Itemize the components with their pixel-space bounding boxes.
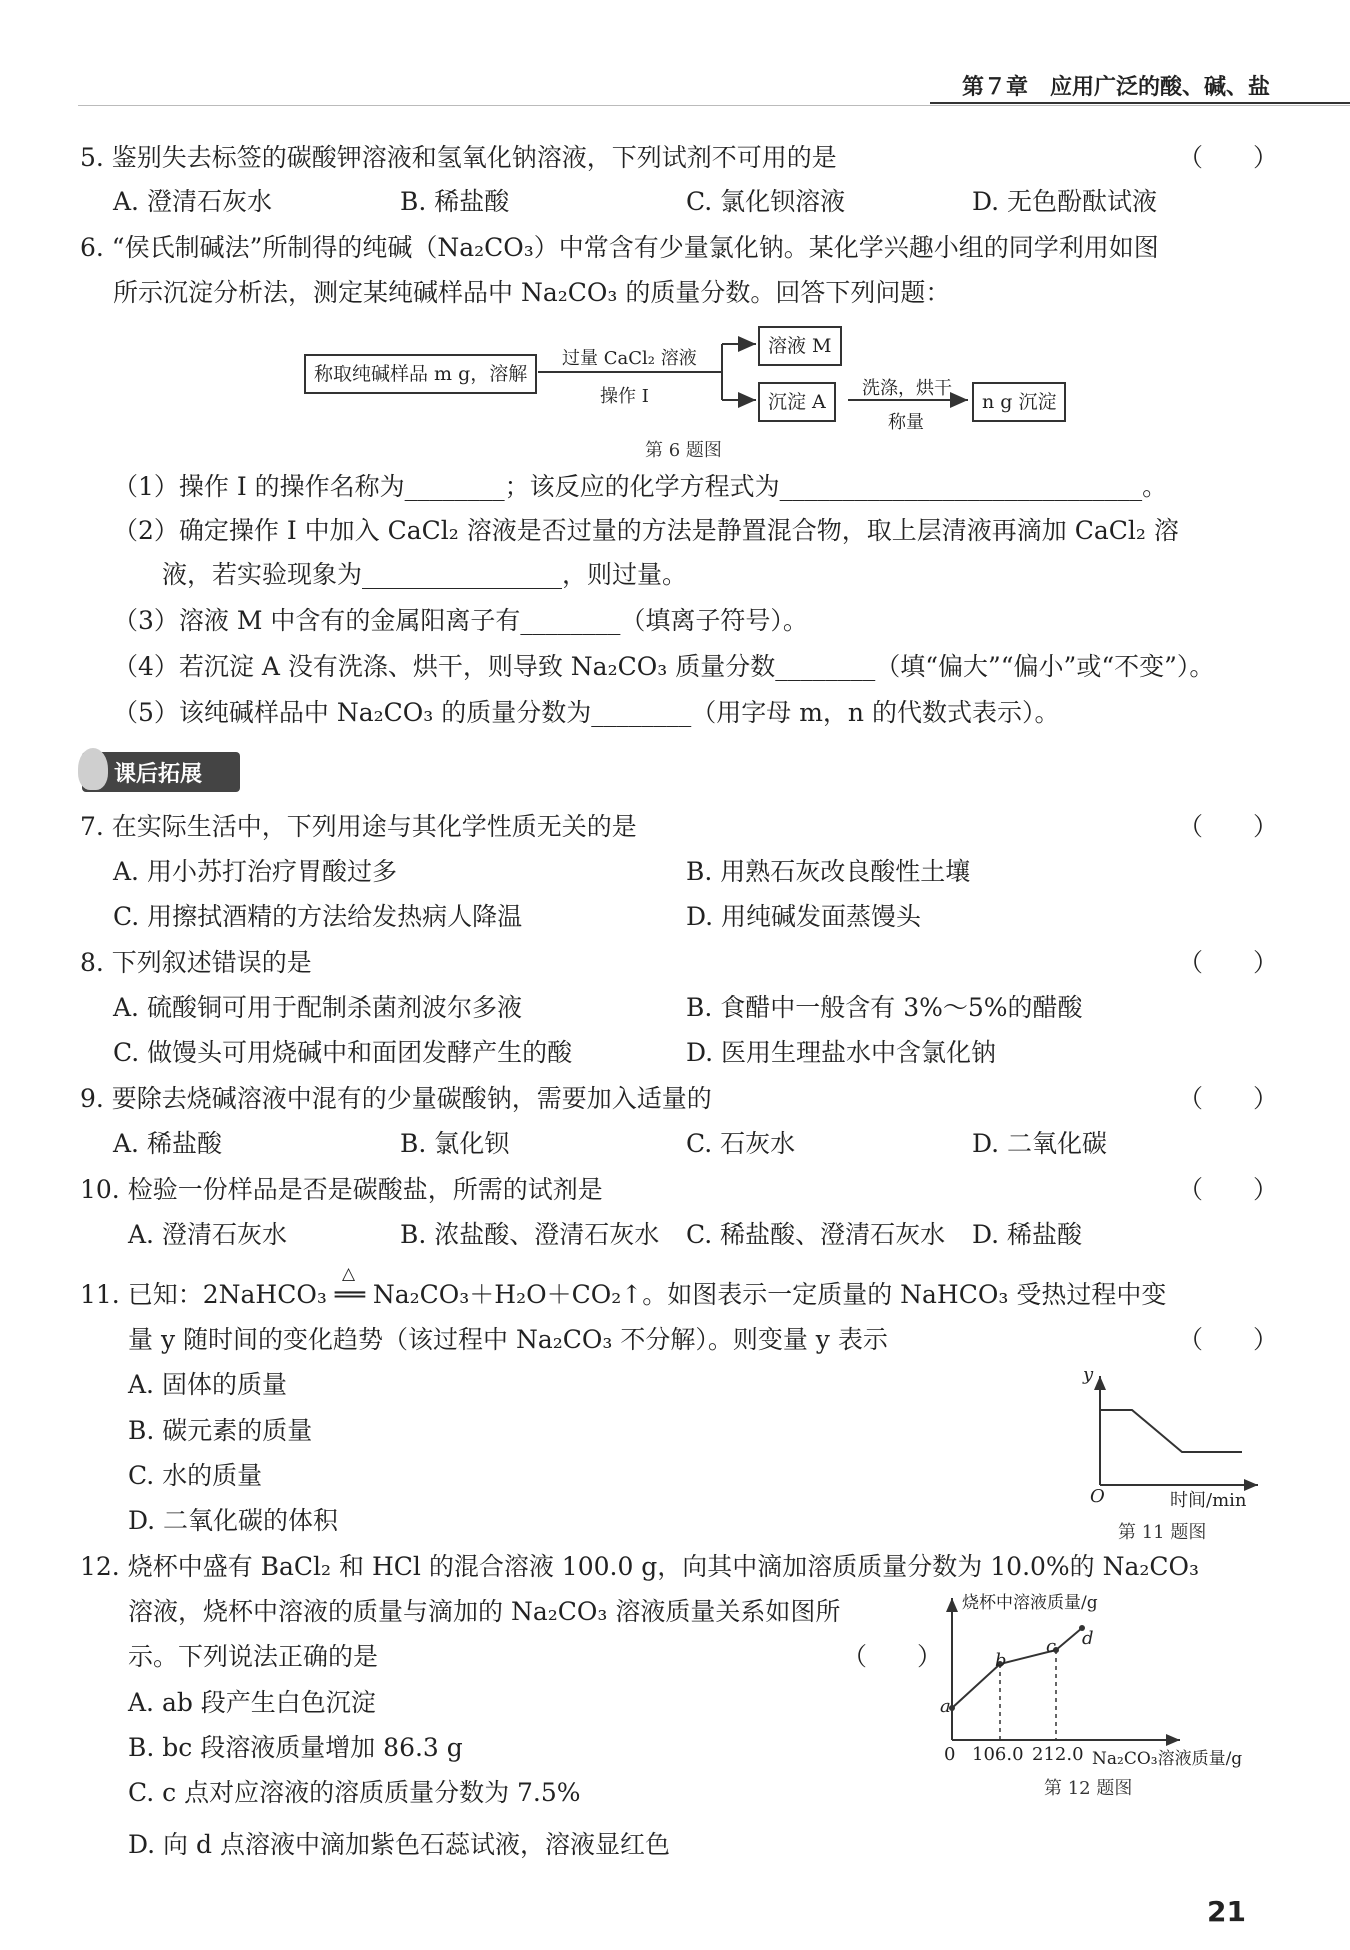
q6-sub1: （1）操作 Ⅰ 的操作名称为________；该反应的化学方程式为_____________________________。 [113, 472, 1168, 501]
q6-flow-arrows [0, 320, 1350, 440]
q11-option-a: A. 固体的质量 [128, 1370, 287, 1399]
q10-answer-blank[interactable]: （ ） [1178, 1175, 1279, 1204]
q12-y-label: 烧杯中溶液质量/g [962, 1593, 1098, 1613]
q5-option-d: D. 无色酚酞试液 [972, 187, 1158, 216]
q9-answer-blank[interactable]: （ ） [1178, 1084, 1279, 1113]
q12-point-d: d [1082, 1628, 1094, 1649]
lightbulb-icon [78, 748, 108, 790]
q8-stem: 8. 下列叙述错误的是 [80, 948, 312, 977]
flow-weigh-label: 称量 [888, 412, 924, 433]
q7-option-c: C. 用擦拭酒精的方法给发热病人降温 [113, 902, 523, 931]
q5-answer-blank[interactable]: （ ） [1178, 143, 1279, 172]
q11-stem-line2: 量 y 随时间的变化趋势（该过程中 Na₂CO₃ 不分解）。则变量 y 表示 [128, 1325, 888, 1354]
header-rule [930, 102, 1350, 104]
q6-sub2-line1: （2）确定操作 Ⅰ 中加入 CaCl₂ 溶液是否过量的方法是静置混合物，取上层清液再滴加 CaCl₂ 溶 [113, 516, 1179, 545]
q8-option-a: A. 硫酸铜可用于配制杀菌剂波尔多液 [113, 993, 522, 1022]
flow-result-box: n g 沉淀 [972, 382, 1066, 422]
q12-stem-line3: 示。下列说法正确的是 [128, 1642, 379, 1671]
q9-option-d: D. 二氧化碳 [972, 1129, 1108, 1158]
chapter-header: 第７章 应用广泛的酸、碱、盐 [961, 75, 1270, 100]
q10-option-b: B. 浓盐酸、澄清石灰水 [400, 1220, 660, 1249]
q12-tick-212: 212.0 [1032, 1744, 1084, 1765]
q12-answer-blank[interactable]: （ ） [842, 1642, 943, 1671]
q12-option-a: A. ab 段产生白色沉淀 [128, 1688, 376, 1717]
q8-option-b: B. 食醋中一般含有 3%～5%的醋酸 [686, 993, 1083, 1022]
q12-point-c: c [1046, 1636, 1057, 1657]
q7-stem: 7. 在实际生活中，下列用途与其化学性质无关的是 [80, 812, 637, 841]
q12-option-c: C. c 点对应溶液的溶质质量分数为 7.5% [128, 1778, 581, 1807]
q7-option-d: D. 用纯碱发面蒸馒头 [686, 902, 922, 931]
q11-stem-line1: 11. 已知：2NaHCO₃ ══ Na₂CO₃＋H₂O＋CO₂↑。如图表示一定质量的 NaHCO₃ 受热过程中变 [80, 1280, 1167, 1309]
q11-answer-blank[interactable]: （ ） [1178, 1325, 1279, 1354]
flow-solution-m-box: 溶液 M [758, 326, 842, 366]
q12-stem-line1: 12. 烧杯中盛有 BaCl₂ 和 HCl 的混合溶液 100.0 g，向其中滴加溶质质量分数为 10.0%的 Na₂CO₃ [80, 1552, 1200, 1581]
q12-origin-label: 0 [944, 1744, 956, 1765]
q12-option-b: B. bc 段溶液质量增加 86.3 g [128, 1733, 463, 1762]
q6-sub4: （4）若沉淀 A 没有洗涤、烘干，则导致 Na₂CO₃ 质量分数________（填“偏大”“偏小”或“不变”）。 [113, 652, 1215, 681]
flow-start-box: 称取纯碱样品 m g，溶解 [304, 354, 537, 394]
q12-stem-line2: 溶液，烧杯中溶液的质量与滴加的 Na₂CO₃ 溶液质量关系如图所 [128, 1597, 841, 1626]
q6-sub2-line2: 液，若实验现象为________________，则过量。 [162, 560, 688, 589]
q9-option-b: B. 氯化钡 [400, 1129, 510, 1158]
q8-option-c: C. 做馒头可用烧碱中和面团发酵产生的酸 [113, 1038, 573, 1067]
flow-reagent-label: 过量 CaCl₂ 溶液 [562, 348, 697, 369]
q5-stem: 5. 鉴别失去标签的碳酸钾溶液和氢氧化钠溶液，下列试剂不可用的是 [80, 143, 837, 172]
q9-option-a: A. 稀盐酸 [113, 1129, 222, 1158]
q7-option-a: A. 用小苏打治疗胃酸过多 [113, 857, 397, 886]
q9-stem: 9. 要除去烧碱溶液中混有的少量碳酸钠，需要加入适量的 [80, 1084, 712, 1113]
q7-option-b: B. 用熟石灰改良酸性土壤 [686, 857, 971, 886]
q11-curve [1100, 1410, 1242, 1452]
q6-sub3: （3）溶液 M 中含有的金属阳离子有________（填离子符号）。 [113, 606, 808, 635]
q12-option-d: D. 向 d 点溶液中滴加紫色石蕊试液，溶液显红色 [128, 1830, 670, 1859]
q11-y-label: y [1083, 1364, 1094, 1385]
q5-option-c: C. 氯化钡溶液 [686, 187, 846, 216]
q10-option-a: A. 澄清石灰水 [128, 1220, 287, 1249]
q8-answer-blank[interactable]: （ ） [1178, 948, 1279, 977]
q6-figure-caption: 第 6 题图 [645, 440, 722, 461]
q11-option-d: D. 二氧化碳的体积 [128, 1506, 339, 1535]
q7-answer-blank[interactable]: （ ） [1178, 812, 1279, 841]
q12-point-b: b [995, 1650, 1007, 1671]
section-title: 课后拓展 [114, 762, 203, 787]
q9-option-c: C. 石灰水 [686, 1129, 796, 1158]
q11-option-b: B. 碳元素的质量 [128, 1416, 313, 1445]
q11-x-label: 时间/min [1170, 1490, 1247, 1511]
q8-option-d: D. 医用生理盐水中含氯化钠 [686, 1038, 997, 1067]
q6-sub5: （5）该纯碱样品中 Na₂CO₃ 的质量分数为________（用字母 m，n 的代数式表示）。 [113, 698, 1060, 727]
q6-stem-line1: 6. “侯氏制碱法”所制得的纯碱（Na₂CO₃）中常含有少量氯化钠。某化学兴趣小组的同学利用如图 [80, 233, 1159, 262]
header-divider [78, 105, 1350, 106]
q10-option-c: C. 稀盐酸、澄清石灰水 [686, 1220, 946, 1249]
q6-stem-line2: 所示沉淀分析法，测定某纯碱样品中 Na₂CO₃ 的质量分数。回答下列问题： [113, 278, 951, 307]
q12-x-label: Na₂CO₃溶液质量/g [1092, 1749, 1243, 1769]
q11-heat-symbol: △ [342, 1264, 356, 1284]
q12-tick-106: 106.0 [972, 1744, 1024, 1765]
q10-stem: 10. 检验一份样品是否是碳酸盐，所需的试剂是 [80, 1175, 603, 1204]
q12-graph [930, 1590, 1190, 1750]
q10-option-d: D. 稀盐酸 [972, 1220, 1083, 1249]
q11-figure-caption: 第 11 题图 [1118, 1522, 1207, 1543]
q5-option-b: B. 稀盐酸 [400, 187, 510, 216]
q12-figure-caption: 第 12 题图 [1044, 1778, 1133, 1799]
q11-origin-label: O [1090, 1486, 1105, 1507]
q5-option-a: A. 澄清石灰水 [113, 187, 272, 216]
page-number: 21 [1207, 1895, 1246, 1928]
flow-wash-label: 洗涤，烘干 [862, 378, 952, 399]
flow-operation-label: 操作 Ⅰ [600, 386, 649, 407]
flow-precipitate-a-box: 沉淀 A [758, 382, 836, 422]
q11-option-c: C. 水的质量 [128, 1461, 263, 1490]
q12-curve [952, 1628, 1082, 1708]
q12-point-a: a [940, 1696, 951, 1717]
